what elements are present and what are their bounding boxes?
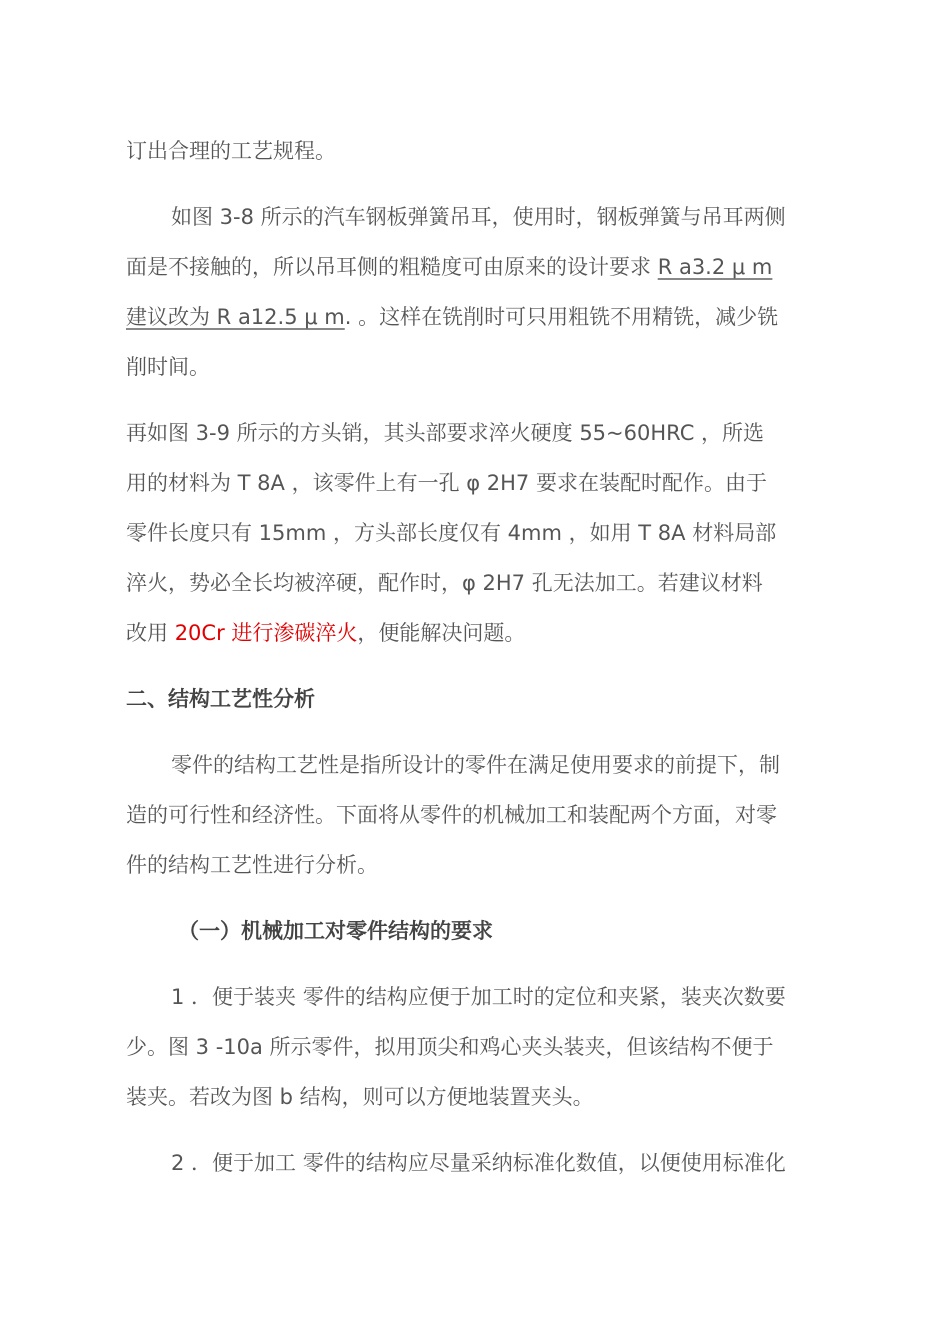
paragraph-line: 2 ．便于加工 零件的结构应尽量采纳标准化数值，以便使用标准化 xyxy=(171,1151,786,1175)
paragraph-line: 用的材料为 T 8A ，该零件上有一孔 φ 2H7 要求在装配时配作。由于 xyxy=(126,471,767,495)
text-span: 面是不接触的，所以吊耳侧的粗糙度可由原来的设计要求 xyxy=(126,255,658,279)
paragraph-line: 造的可行性和经济性。下面将从零件的机械加工和装配两个方面，对零 xyxy=(126,803,777,827)
section-heading: 二、结构工艺性分析 xyxy=(126,687,315,711)
paragraph-leaf-spring-lug xyxy=(126,192,826,392)
roughness-original-value: R a3.2 μ m xyxy=(657,255,773,279)
paragraph-line: 装夹。若改为图 b 结构，则可以方便地装置夹头。 xyxy=(126,1085,594,1109)
paragraph-line: 淬火，势必全长均被淬硬，配作时，φ 2H7 孔无法加工。若建议材料 xyxy=(126,571,763,595)
paragraph-line: 削时间。 xyxy=(126,355,210,379)
text-span: ，便能解决问题。 xyxy=(357,621,526,645)
text-span: . 。这样在铣削时可只用粗铣不用精铣，减少铣 xyxy=(344,305,779,329)
subsection-heading: （一）机械加工对零件结构的要求 xyxy=(178,919,493,943)
paragraph-line: 订出合理的工艺规程。 xyxy=(126,139,336,163)
paragraph-line: 件的结构工艺性进行分析。 xyxy=(126,853,378,877)
paragraph-line xyxy=(126,292,826,342)
paragraph-line: 零件长度只有 15mm ，方头部长度仅有 4mm ，如用 T 8A 材料局部 xyxy=(126,521,777,545)
text-span: 改用 xyxy=(126,621,175,645)
paragraph-clamping xyxy=(126,972,826,1122)
paragraph-square-pin xyxy=(126,408,826,658)
paragraph-line: 零件的结构工艺性是指所设计的零件在满足使用要求的前提下，制 xyxy=(171,753,780,777)
paragraph-line xyxy=(126,242,826,292)
highlighted-text: 20Cr 进行渗碳淬火 xyxy=(174,621,358,645)
paragraph-line: 1 ．便于装夹 零件的结构应便于加工时的定位和夹紧，装夹次数要 xyxy=(171,985,786,1009)
document-page xyxy=(126,126,826,1188)
paragraph-line xyxy=(126,608,826,658)
paragraph-line: 再如图 3-9 所示的方头销，其头部要求淬火硬度 55~60HRC ，所选 xyxy=(126,421,765,445)
paragraph-line: 如图 3-8 所示的汽车钢板弹簧吊耳，使用时，钢板弹簧与吊耳两侧 xyxy=(171,205,786,229)
paragraph-line: 少。图 3 -10a 所示零件，拟用顶尖和鸡心夹头装夹，但该结构不便于 xyxy=(126,1035,774,1059)
paragraph-machining xyxy=(126,1138,826,1188)
paragraph-structure-intro xyxy=(126,740,826,890)
roughness-suggested-value: 建议改为 R a12.5 μ m xyxy=(126,305,345,329)
